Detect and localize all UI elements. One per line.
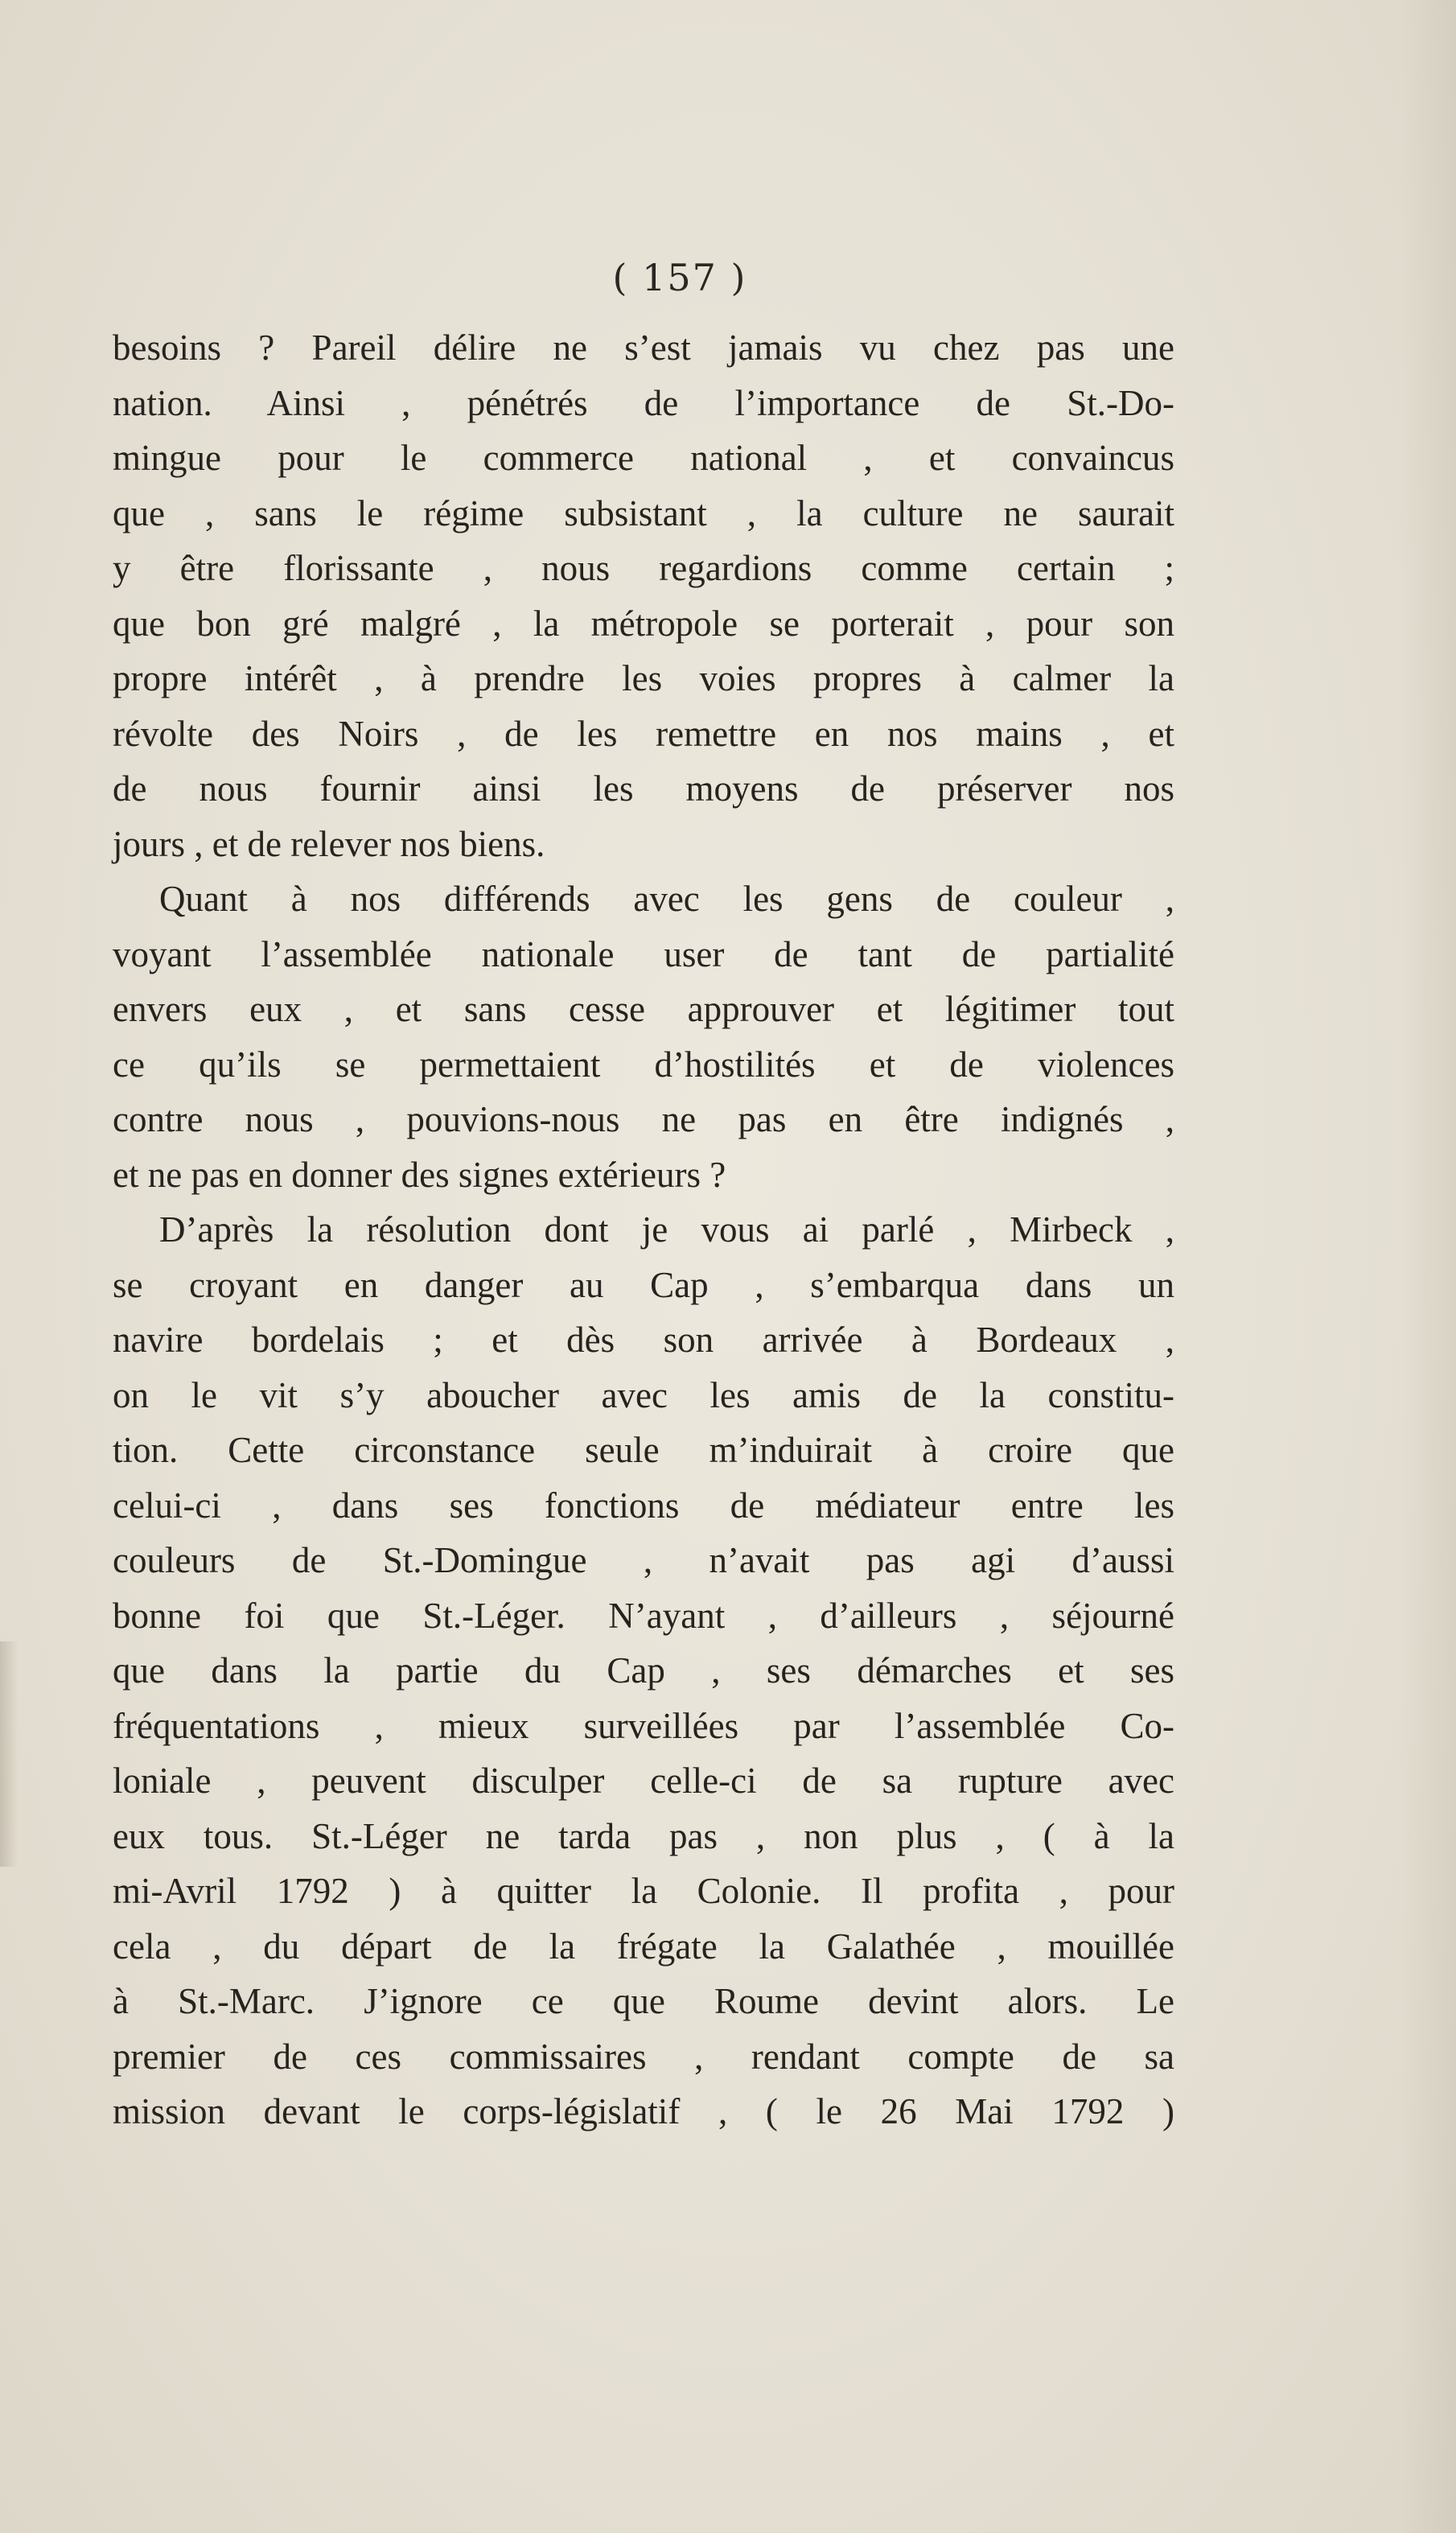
text-line: mingue pour le commerce national , et convaincus <box>113 438 1174 478</box>
text-line: mi-Avril 1792 ) à quitter la Colonie. Il profita , pour <box>113 1871 1174 1911</box>
text-line: on le vit s’y aboucher avec les amis de la constitu- <box>113 1374 1174 1415</box>
text-line: que , sans le régime subsistant , la culture ne saurait <box>113 492 1174 533</box>
text-line: nation. Ainsi , pénétrés de l’importance de St.-Do- <box>113 382 1174 423</box>
text-line: que dans la partie du Cap , ses démarches et ses <box>113 1650 1174 1691</box>
page-number: ( 157 ) <box>612 256 747 299</box>
text-line: contre nous , pouvions-nous ne pas en être indignés , <box>113 1099 1174 1139</box>
text-line: celui-ci , dans ses fonctions de médiateur entre les <box>113 1485 1174 1526</box>
body-text <box>113 320 1174 2140</box>
paragraph-start-line: Quant à nos différends avec les gens de couleur , <box>159 879 1174 919</box>
text-line: fréquentations , mieux surveillées par l’assemblée Co- <box>113 1705 1174 1746</box>
text-line: eux tous. St.-Léger ne tarda pas , non plus , ( à la <box>113 1815 1174 1856</box>
text-line: voyant l’assemblée nationale user de tant de partialité <box>113 933 1174 974</box>
text-line: y être florissante , nous regardions comme certain ; <box>113 548 1174 588</box>
text-line: révolte des Noirs , de les remettre en nos mains , et <box>113 713 1174 754</box>
text-line: envers eux , et sans cesse approuver et légitimer tout <box>113 989 1174 1029</box>
text-line: navire bordelais ; et dès son arrivée à Bordeaux , <box>113 1320 1174 1360</box>
paragraph-start-line: D’après la résolution dont je vous ai parlé , Mirbeck , <box>159 1209 1174 1250</box>
text-line: propre intérêt , à prendre les voies propres à calmer la <box>113 658 1174 698</box>
text-line: besoins ? Pareil délire ne s’est jamais vu chez pas une <box>113 327 1174 368</box>
page-edge-shadow <box>1400 0 1456 2533</box>
text-line: de nous fournir ainsi les moyens de préserver nos <box>113 768 1174 809</box>
text-line: loniale , peuvent disculper celle-ci de sa rupture avec <box>113 1761 1174 1801</box>
text-line: jours , et de relever nos biens. <box>113 823 545 864</box>
paper-stain <box>0 1641 18 1867</box>
text-line: à St.-Marc. J’ignore ce que Roume devint alors. Le <box>113 1981 1174 2021</box>
text-line: couleurs de St.-Domingue , n’avait pas agi d’aussi <box>113 1540 1174 1580</box>
text-line: que bon gré malgré , la métropole se porterait , pour son <box>113 603 1174 644</box>
text-line: ce qu’ils se permettaient d’hostilités et de violences <box>113 1044 1174 1085</box>
text-line: se croyant en danger au Cap , s’embarqua dans un <box>113 1264 1174 1305</box>
text-line: tion. Cette circonstance seule m’induirait à croire que <box>113 1430 1174 1470</box>
text-line: mission devant le corps-législatif , ( le 26 Mai 1792 ) <box>113 2091 1174 2131</box>
text-line: premier de ces commissaires , rendant compte de sa <box>113 2036 1174 2077</box>
text-line: cela , du départ de la frégate la Galathée , mouillée <box>113 1925 1174 1967</box>
text-line: et ne pas en donner des signes extérieurs ? <box>113 1154 726 1195</box>
text-line: bonne foi que St.-Léger. N’ayant , d’ailleurs , séjourné <box>113 1595 1174 1636</box>
